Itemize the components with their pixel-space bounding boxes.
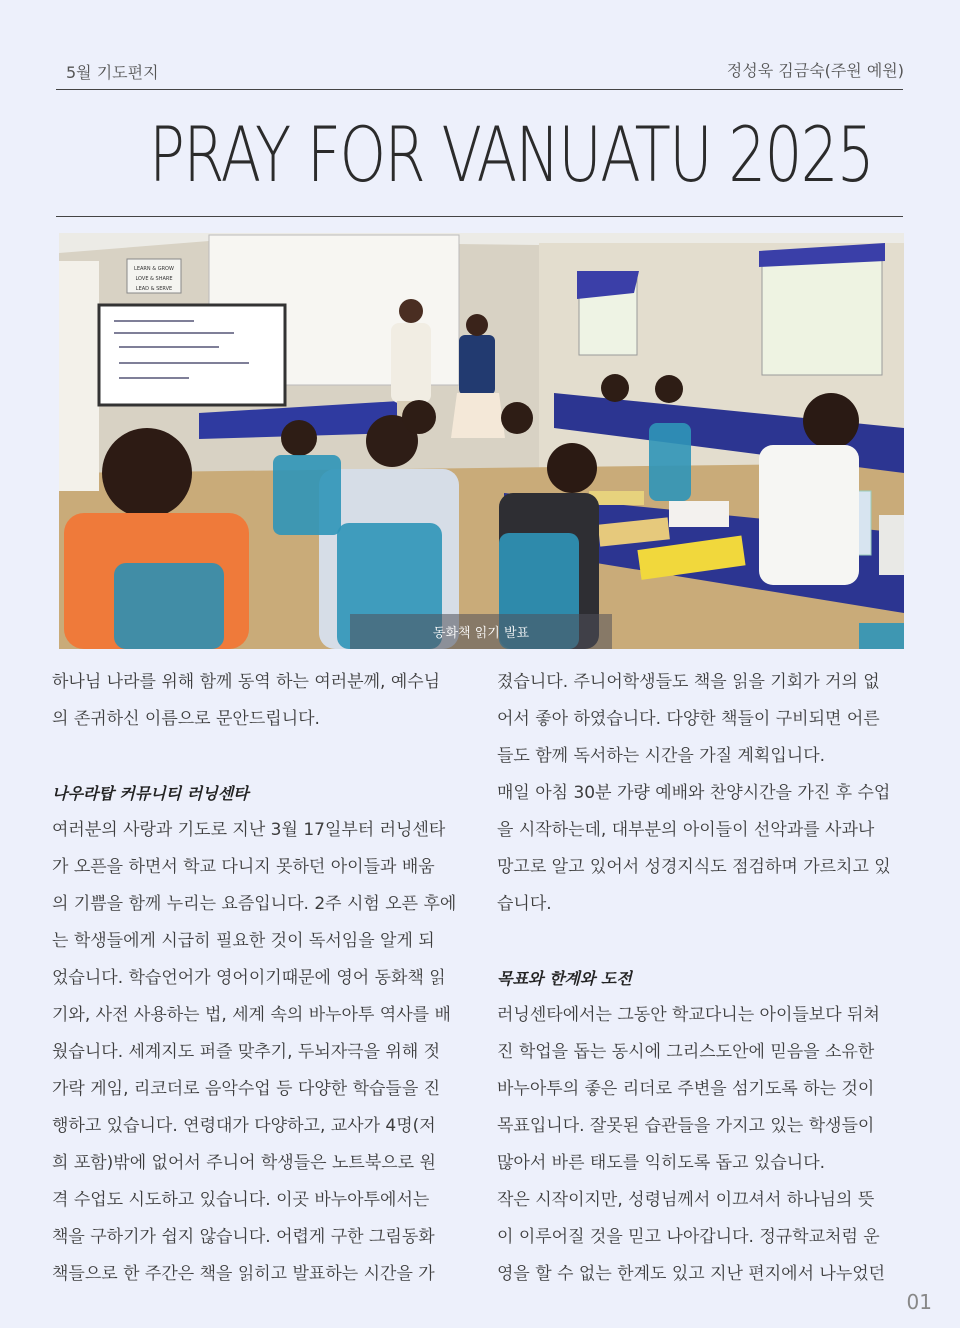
photo-caption: 동화책 읽기 발표 xyxy=(350,614,612,649)
body-line: 여러분의 사랑과 기도로 지난 3월 17일부터 러닝센타 xyxy=(52,820,446,840)
body-line: 목표입니다. 잘못된 습관들을 가지고 있는 학생들이 xyxy=(497,1116,875,1136)
body-line: 을 시작하는데, 대부분의 아이들이 선악과를 사과나 xyxy=(497,820,875,840)
body-line: 웠습니다. 세계지도 퍼즐 맞추기, 두뇌자극을 위해 젓 xyxy=(52,1042,441,1062)
sign-line-3: LEAD & SERVE xyxy=(135,286,173,292)
section-heading-learning-center: 나우라탑 커뮤니티 러닝센타 xyxy=(52,784,249,803)
body-line: 어서 좋아 하였습니다. 다양한 책들이 구비되면 어른 xyxy=(497,709,880,729)
body-line: 바누아투의 좋은 리더로 주변을 섬기도록 하는 것이 xyxy=(497,1079,875,1099)
body-line: 책들으로 한 주간은 책을 읽히고 발표하는 시간을 가 xyxy=(52,1264,435,1284)
body-line: 진 학업을 돕는 동시에 그리스도안에 믿음을 소유한 xyxy=(497,1042,875,1062)
body-line: 었습니다. 학습언어가 영어이기때문에 영어 동화책 읽 xyxy=(52,968,446,988)
page-number: 01 xyxy=(906,1290,932,1314)
body-line: 행하고 있습니다. 연령대가 다양하고, 교사가 4명(저 xyxy=(52,1116,436,1136)
sign-line-2: LOVE & SHARE xyxy=(135,276,173,282)
classroom-illustration xyxy=(59,233,904,649)
body-line: 들도 함께 독서하는 시간을 가질 계획입니다. xyxy=(497,746,826,766)
classroom-photo xyxy=(59,233,904,649)
body-line: 러닝센타에서는 그동안 학교다니는 아이들보다 뒤쳐 xyxy=(497,1005,880,1025)
body-line: 습니다. xyxy=(497,894,552,914)
page-title: PRAY FOR VANUATU 2025 xyxy=(149,110,874,199)
body-line: 기와, 사전 사용하는 법, 세계 속의 바누아투 역사를 배 xyxy=(52,1005,451,1025)
body-line: 졌습니다. 주니어학생들도 책을 읽을 기회가 거의 없 xyxy=(497,672,880,692)
greeting-line-2: 의 존귀하신 이름으로 문안드립니다. xyxy=(52,709,320,729)
body-line: 영을 할 수 없는 한계도 있고 지난 편지에서 나누었던 xyxy=(497,1264,886,1284)
body-line: 작은 시작이지만, 성령님께서 이끄셔서 하나님의 뜻 xyxy=(497,1190,875,1210)
header-left: 5월 기도편지 xyxy=(66,63,159,82)
body-line: 의 기쁨을 함께 누리는 요즘입니다. 2주 시험 오픈 후에 xyxy=(52,894,457,914)
body-line: 가락 게임, 리코더로 음악수업 등 다양한 학습들을 진 xyxy=(52,1079,441,1099)
body-line: 격 수업도 시도하고 있습니다. 이곳 바누아투에서는 xyxy=(52,1190,430,1210)
body-line: 많아서 바른 태도를 익히도록 돕고 있습니다. xyxy=(497,1153,826,1173)
body-line: 는 학생들에게 시급히 필요한 것이 독서임을 알게 되 xyxy=(52,931,435,951)
body-line: 매일 아침 30분 가량 예배와 찬양시간을 가진 후 수업 xyxy=(497,783,891,803)
body-line: 책을 구하기가 쉽지 않습니다. 어렵게 구한 그림동화 xyxy=(52,1227,435,1247)
body-line: 이 이루어질 것을 믿고 나아갑니다. 정규학교처럼 운 xyxy=(497,1227,880,1247)
header-rule xyxy=(56,89,903,90)
left-column xyxy=(52,664,462,1293)
body-line: 망고로 알고 있어서 성경지식도 점검하며 가르치고 있 xyxy=(497,857,891,877)
body-line: 가 오픈을 하면서 학교 다니지 못하던 아이들과 배움 xyxy=(52,857,435,877)
body-line: 희 포함)밖에 없어서 주니어 학생들은 노트북으로 원 xyxy=(52,1153,436,1173)
section-heading-goals: 목표와 한계와 도전 xyxy=(497,969,632,988)
right-column xyxy=(497,664,907,1293)
sign-line-1: LEARN & GROW xyxy=(134,266,174,272)
header-right: 정성욱 김금숙(주원 예원) xyxy=(726,61,904,80)
title-rule xyxy=(56,216,903,217)
greeting-line-1: 하나님 나라를 위해 함께 동역 하는 여러분께, 예수님 xyxy=(52,672,441,692)
